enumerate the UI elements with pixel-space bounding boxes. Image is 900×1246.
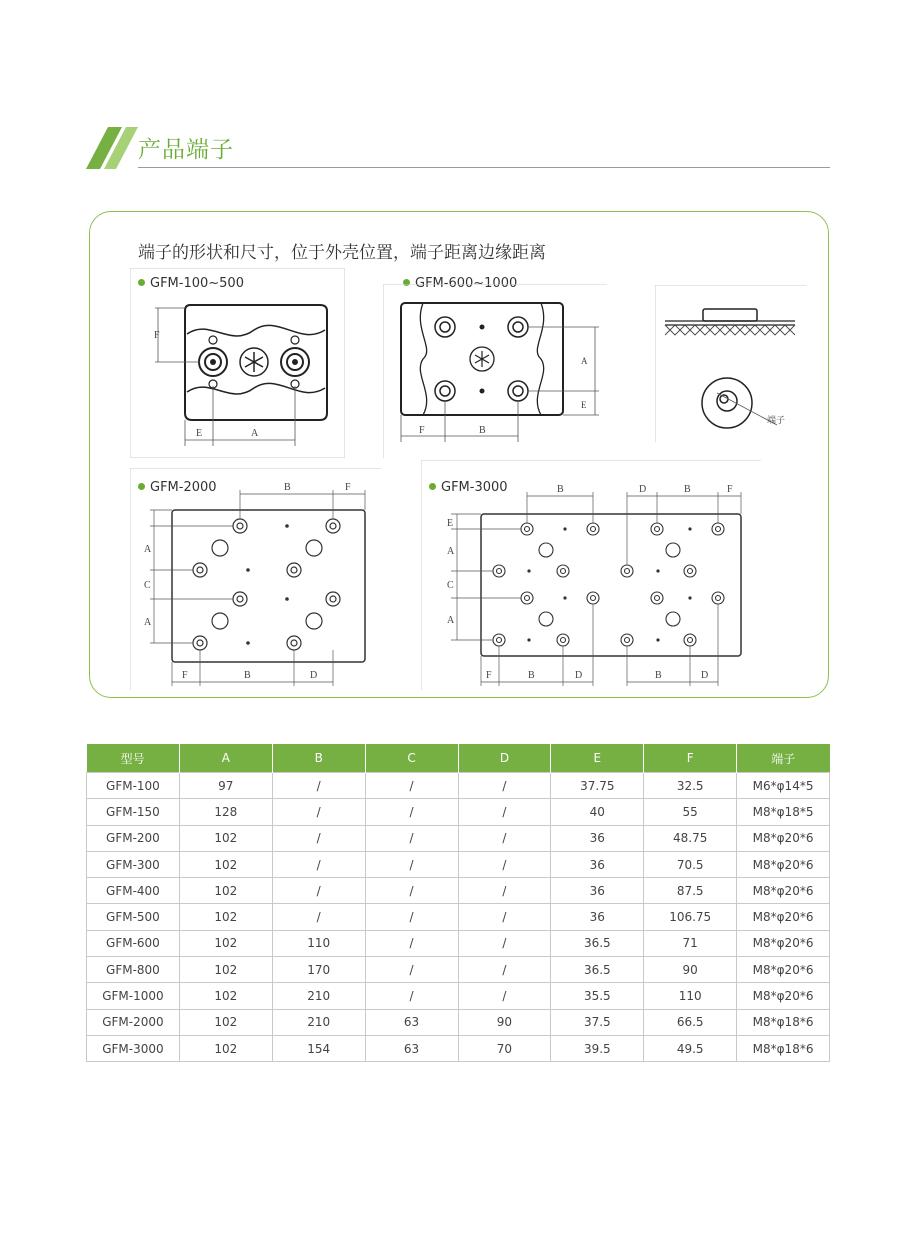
dim-label-e: E xyxy=(447,518,454,529)
cell-terminal: M8*φ20*6 xyxy=(737,878,830,904)
dim-label-d: D xyxy=(639,484,647,495)
dim-label-b: B xyxy=(557,484,564,495)
col-header-c: C xyxy=(365,744,458,773)
dim-label-c: C xyxy=(144,580,151,591)
dim-label-f: F xyxy=(182,670,188,681)
cell-c: / xyxy=(365,904,458,930)
terminal-drawing-4 xyxy=(130,468,381,690)
spec-table xyxy=(86,744,830,1062)
cell-f: 71 xyxy=(644,930,737,956)
cell-b: / xyxy=(272,825,365,851)
cell-f: 70.5 xyxy=(644,851,737,877)
cell-terminal: M8*φ20*6 xyxy=(737,983,830,1009)
cell-b: / xyxy=(272,799,365,825)
cell-e: 37.75 xyxy=(551,773,644,799)
col-header-a: A xyxy=(179,744,272,773)
cell-c: / xyxy=(365,799,458,825)
table-row xyxy=(87,1009,830,1035)
cell-e: 36 xyxy=(551,878,644,904)
diagram-gfm-600-1000 xyxy=(383,276,607,458)
dim-label-f: F xyxy=(345,482,351,493)
cell-d: / xyxy=(458,983,551,1009)
cell-b: / xyxy=(272,878,365,904)
diagram-gfm-100-500 xyxy=(130,268,345,458)
cell-c: / xyxy=(365,825,458,851)
table-header-row xyxy=(87,744,830,773)
cell-f: 66.5 xyxy=(644,1009,737,1035)
dim-label-e: E xyxy=(196,428,203,439)
cell-d: / xyxy=(458,773,551,799)
cell-f: 49.5 xyxy=(644,1035,737,1061)
cell-model: GFM-300 xyxy=(87,851,180,877)
cell-f: 32.5 xyxy=(644,773,737,799)
cell-f: 55 xyxy=(644,799,737,825)
cell-f: 48.75 xyxy=(644,825,737,851)
cell-a: 102 xyxy=(179,983,272,1009)
cell-a: 102 xyxy=(179,1035,272,1061)
cell-b: / xyxy=(272,851,365,877)
table-row xyxy=(87,957,830,983)
cell-model: GFM-500 xyxy=(87,904,180,930)
dim-label-b: B xyxy=(244,670,251,681)
cell-d: / xyxy=(458,957,551,983)
cell-e: 36.5 xyxy=(551,930,644,956)
diagram-terminal-detail xyxy=(655,285,807,442)
cell-b: 210 xyxy=(272,1009,365,1035)
terminal-drawing-2 xyxy=(383,284,607,458)
dim-label-f: F xyxy=(486,670,492,681)
table-row xyxy=(87,799,830,825)
dim-label-a: A xyxy=(447,546,455,557)
table-row xyxy=(87,1035,830,1061)
dim-label-a: A xyxy=(251,428,259,439)
cell-f: 87.5 xyxy=(644,878,737,904)
cell-a: 97 xyxy=(179,773,272,799)
cell-f: 110 xyxy=(644,983,737,1009)
cell-a: 102 xyxy=(179,957,272,983)
cell-c: 63 xyxy=(365,1035,458,1061)
diagram-gfm-3000 xyxy=(421,460,761,690)
cell-f: 90 xyxy=(644,957,737,983)
dim-label-a: A xyxy=(447,615,455,626)
dim-label-b: B xyxy=(655,670,662,681)
cell-a: 102 xyxy=(179,930,272,956)
cell-d: / xyxy=(458,878,551,904)
cell-terminal: M6*φ14*5 xyxy=(737,773,830,799)
table-row xyxy=(87,878,830,904)
cell-c: / xyxy=(365,983,458,1009)
cell-model: GFM-400 xyxy=(87,878,180,904)
dim-label-d: D xyxy=(310,670,318,681)
cell-a: 102 xyxy=(179,1009,272,1035)
cell-terminal: M8*φ18*5 xyxy=(737,799,830,825)
col-header-e: E xyxy=(551,744,644,773)
section-title: 产品端子 xyxy=(138,137,234,163)
table-row xyxy=(87,983,830,1009)
col-header-d: D xyxy=(458,744,551,773)
cell-d: / xyxy=(458,851,551,877)
cell-c: / xyxy=(365,851,458,877)
cell-b: 154 xyxy=(272,1035,365,1061)
dim-label-e: E xyxy=(581,400,587,410)
col-header-f: F xyxy=(644,744,737,773)
header-stripes-icon xyxy=(86,127,146,169)
dim-label-d: D xyxy=(575,670,583,681)
table-row xyxy=(87,904,830,930)
diagram-label: GFM-600~1000 xyxy=(415,276,518,291)
cell-b: / xyxy=(272,904,365,930)
cell-e: 39.5 xyxy=(551,1035,644,1061)
table-row xyxy=(87,930,830,956)
cell-model: GFM-200 xyxy=(87,825,180,851)
cell-e: 35.5 xyxy=(551,983,644,1009)
cell-e: 40 xyxy=(551,799,644,825)
terminal-drawing-1 xyxy=(130,268,345,458)
table-row xyxy=(87,825,830,851)
cell-terminal: M8*φ18*6 xyxy=(737,1009,830,1035)
cell-model: GFM-150 xyxy=(87,799,180,825)
cell-model: GFM-800 xyxy=(87,957,180,983)
dim-label-d: D xyxy=(701,670,709,681)
cell-a: 102 xyxy=(179,878,272,904)
cell-e: 36.5 xyxy=(551,957,644,983)
dim-label-c: C xyxy=(447,580,454,591)
dim-label-b: B xyxy=(284,482,291,493)
cell-b: / xyxy=(272,773,365,799)
cell-terminal: M8*φ18*6 xyxy=(737,1035,830,1061)
cell-model: GFM-1000 xyxy=(87,983,180,1009)
diagram-label: GFM-2000 xyxy=(150,480,217,495)
cell-model: GFM-3000 xyxy=(87,1035,180,1061)
cell-terminal: M8*φ20*6 xyxy=(737,851,830,877)
table-row xyxy=(87,773,830,799)
terminal-detail-drawing xyxy=(655,285,807,442)
cell-e: 36 xyxy=(551,851,644,877)
cell-model: GFM-2000 xyxy=(87,1009,180,1035)
panel-caption: 端子的形状和尺寸，位于外壳位置，端子距离边缘距离 xyxy=(138,243,546,263)
cell-c: 63 xyxy=(365,1009,458,1035)
cell-c: / xyxy=(365,930,458,956)
cell-terminal: M8*φ20*6 xyxy=(737,825,830,851)
header-divider xyxy=(138,167,830,168)
cell-d: 90 xyxy=(458,1009,551,1035)
dim-label-f: F xyxy=(419,425,425,436)
cell-a: 102 xyxy=(179,904,272,930)
cell-f: 106.75 xyxy=(644,904,737,930)
dim-label-a: A xyxy=(581,356,588,366)
cell-b: 170 xyxy=(272,957,365,983)
dim-label-a: A xyxy=(144,617,152,628)
cell-terminal: M8*φ20*6 xyxy=(737,930,830,956)
col-header-b: B xyxy=(272,744,365,773)
dim-label-a: A xyxy=(144,544,152,555)
cell-d: / xyxy=(458,799,551,825)
diagram-label: GFM-3000 xyxy=(441,480,508,495)
dim-label-b: B xyxy=(684,484,691,495)
cell-c: / xyxy=(365,773,458,799)
cell-d: / xyxy=(458,930,551,956)
cell-e: 36 xyxy=(551,904,644,930)
col-header-model: 型号 xyxy=(87,744,180,773)
cell-a: 102 xyxy=(179,825,272,851)
cell-d: / xyxy=(458,904,551,930)
cell-a: 128 xyxy=(179,799,272,825)
dim-label-b: B xyxy=(479,425,486,436)
diagram-label: GFM-100~500 xyxy=(150,276,244,291)
cell-a: 102 xyxy=(179,851,272,877)
col-header-terminal: 端子 xyxy=(737,744,830,773)
terminal-note: 端子 xyxy=(767,416,786,426)
cell-model: GFM-600 xyxy=(87,930,180,956)
terminal-drawing-5 xyxy=(421,460,761,690)
cell-d: / xyxy=(458,825,551,851)
cell-model: GFM-100 xyxy=(87,773,180,799)
cell-e: 36 xyxy=(551,825,644,851)
diagram-gfm-2000 xyxy=(130,468,381,690)
table-row xyxy=(87,851,830,877)
cell-e: 37.5 xyxy=(551,1009,644,1035)
cell-terminal: M8*φ20*6 xyxy=(737,957,830,983)
dim-label-f: F xyxy=(727,484,733,495)
cell-c: / xyxy=(365,957,458,983)
cell-b: 110 xyxy=(272,930,365,956)
cell-d: 70 xyxy=(458,1035,551,1061)
cell-c: / xyxy=(365,878,458,904)
dim-label-f: F xyxy=(154,330,160,341)
cell-b: 210 xyxy=(272,983,365,1009)
cell-terminal: M8*φ20*6 xyxy=(737,904,830,930)
dim-label-b: B xyxy=(528,670,535,681)
